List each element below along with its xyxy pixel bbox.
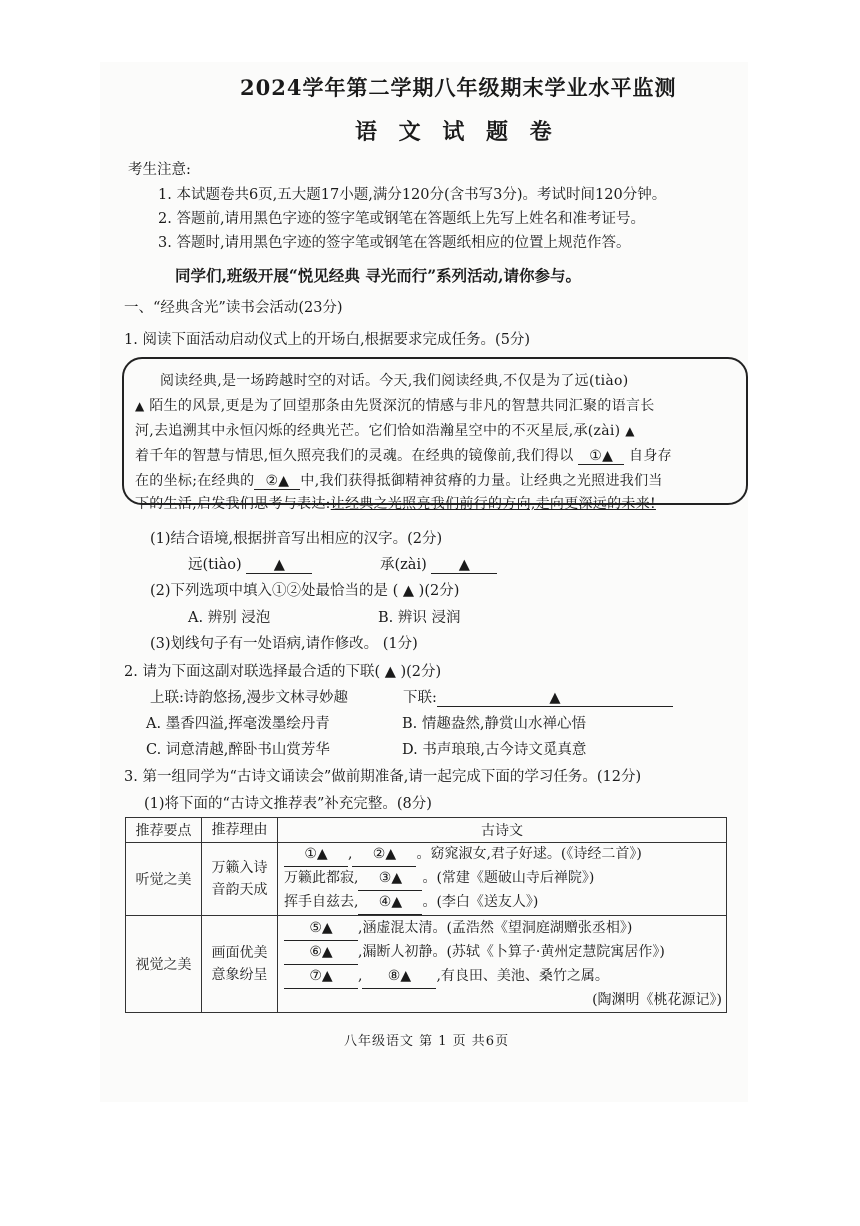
poem-text: 万籁此都寂, bbox=[284, 870, 359, 886]
option-b: B. 辨识 浸润 bbox=[378, 610, 461, 626]
answer-blank-3: ③▲ bbox=[358, 867, 422, 891]
question-1-sub2: (2)下列选项中填入①②处最恰当的是 ( ▲ )(2分) bbox=[150, 583, 460, 599]
notice-item: 3. 答题时,请用黑色字迹的签字笔或钢笔在答题纸相应的位置上规范作答。 bbox=[158, 235, 631, 251]
notice-heading: 考生注意: bbox=[128, 162, 191, 178]
option-a: A. 墨香四溢,挥毫泼墨绘丹青 bbox=[146, 716, 330, 732]
question-3-stem: 3. 第一组同学为“古诗文诵读会”做前期准备,请一起完成下面的学习任务。(12分) bbox=[124, 769, 642, 785]
table-row bbox=[126, 843, 727, 916]
section-heading: 一、“经典含光”读书会活动(23分) bbox=[124, 300, 343, 316]
reason-line: 画面优美 bbox=[211, 945, 268, 961]
underlined-sentence: 让经典之光照亮我们前行的方向,走向更深远的未来! bbox=[330, 496, 656, 512]
poem-source: (陶渊明《桃花源记》) bbox=[592, 991, 722, 1008]
exam-subtitle: 语 文 试 题 卷 bbox=[355, 119, 559, 145]
exam-title: 2024学年第二学期八年级期末学业水平监测 bbox=[240, 75, 677, 100]
poem-line: ①▲ , ②▲ 。窈窕淑女,君子好逑。(《诗经二首》) bbox=[284, 843, 726, 867]
option-d: D. 书声琅琅,古今诗文觅真意 bbox=[402, 742, 587, 758]
option-c: C. 词意清越,醉卧书山赏芳华 bbox=[146, 742, 330, 758]
poem-text: 。窈窕淑女,君子好逑。(《诗经二首》) bbox=[416, 846, 642, 862]
table-header: 推荐理由 bbox=[202, 818, 278, 843]
reason-line: 音韵天成 bbox=[211, 882, 268, 898]
passage-line bbox=[135, 470, 663, 490]
activity-slogan: 同学们,班级开展“悦见经典 寻光而行”系列活动,请你参与。 bbox=[175, 266, 582, 285]
couplet-lower-label: 下联: bbox=[403, 690, 437, 706]
poem-text: ,涵虚混太清。(孟浩然《望洞庭湖赠张丞相》) bbox=[358, 919, 633, 936]
poem-recommendation-table bbox=[125, 817, 727, 1013]
table-header: 推荐要点 bbox=[126, 818, 202, 843]
answer-blank-6: ⑥▲ bbox=[284, 941, 358, 965]
passage-line-text: 在的坐标;在经典的 bbox=[135, 473, 255, 489]
answer-blank-1: ①▲ bbox=[284, 843, 348, 867]
passage-line bbox=[135, 493, 656, 513]
answer-blank-5: ⑤▲ bbox=[284, 917, 358, 941]
pinyin-item-tiao bbox=[188, 553, 312, 574]
table-cell-point: 听觉之美 bbox=[126, 843, 202, 916]
pinyin-label: 承(zài) bbox=[380, 557, 427, 573]
passage-line-text: 河,去追溯其中永恒闪烁的经典光芒。它们恰如浩瀚星空中的不灭星辰,承(zài) bbox=[135, 423, 621, 439]
poem-line bbox=[284, 891, 726, 915]
answer-blank: ▲ bbox=[431, 557, 497, 574]
table-header: 古诗文 bbox=[278, 818, 727, 843]
passage-line bbox=[135, 395, 655, 415]
answer-blank-2: ②▲ bbox=[352, 843, 416, 867]
question-2-stem: 2. 请为下面这副对联选择最合适的下联( ▲ )(2分) bbox=[124, 664, 442, 680]
table-cell-reason bbox=[202, 916, 278, 1013]
passage-line-text: 着千年的智慧与情思,恒久照亮我们的灵魂。在经典的镜像前,我们得以 bbox=[135, 448, 574, 464]
passage-line-text: 陌生的风景,更是为了回望那条由先贤深沉的情感与非凡的智慧共同汇聚的语言长 bbox=[149, 398, 655, 414]
poem-text: ,漏断人初静。(苏轼《卜算子·黄州定慧院寓居作》) bbox=[358, 943, 665, 960]
answer-blank-7: ⑦▲ bbox=[284, 965, 358, 989]
poem-line bbox=[284, 941, 726, 965]
table-cell-poems bbox=[278, 916, 727, 1013]
answer-blank: ▲ bbox=[437, 690, 673, 707]
question-1-sub3: (3)划线句子有一处语病,请作修改。 (1分) bbox=[150, 636, 418, 652]
poem-text: 挥手自兹去, bbox=[284, 894, 359, 910]
passage-line-text: 中,我们获得抵御精神贫瘠的力量。让经典之光照进我们当 bbox=[300, 473, 663, 489]
pinyin-label: 远(tiào) bbox=[188, 557, 242, 573]
passage-line bbox=[135, 445, 672, 465]
option-b: B. 情趣盎然,静赏山水禅心悟 bbox=[402, 716, 586, 732]
poem-line bbox=[284, 867, 726, 891]
notice-item: 2. 答题前,请用黑色字迹的签字笔或钢笔在答题纸上先写上姓名和准考证号。 bbox=[158, 211, 646, 227]
passage-line: 阅读经典,是一场跨越时空的对话。今天,我们阅读经典,不仅是为了远(tiào) bbox=[160, 373, 629, 389]
answer-blank-mark: ▲ bbox=[135, 399, 145, 413]
table-header-row bbox=[126, 818, 727, 843]
reason-line: 万籁入诗 bbox=[211, 860, 268, 876]
page-footer: 八年级语文 第 1 页 共6页 bbox=[344, 1034, 510, 1049]
passage-line-text: 下的生活,启发我们思考与表达: bbox=[135, 496, 331, 512]
poem-line: ⑦▲ , ⑧▲ ,有良田、美池、桑竹之属。 bbox=[284, 965, 726, 989]
question-1-sub1: (1)结合语境,根据拼音写出相应的汉字。(2分) bbox=[150, 531, 443, 547]
passage-line bbox=[135, 420, 635, 440]
table-cell-poems bbox=[278, 843, 727, 916]
answer-blank-2: ②▲ bbox=[254, 473, 300, 490]
couplet-lower bbox=[403, 686, 673, 707]
table-cell-point: 视觉之美 bbox=[126, 916, 202, 1013]
poem-text: 。(李白《送友人》) bbox=[422, 894, 539, 910]
option-a: A. 辨别 浸泡 bbox=[188, 610, 271, 626]
reason-line: 意象纷呈 bbox=[211, 967, 268, 983]
poem-text: 。(常建《题破山寺后禅院》) bbox=[422, 870, 595, 886]
table-row bbox=[126, 916, 727, 1013]
question-1-stem: 1. 阅读下面活动启动仪式上的开场白,根据要求完成任务。(5分) bbox=[124, 332, 531, 348]
answer-blank-1: ①▲ bbox=[578, 448, 624, 465]
pinyin-item-zai bbox=[380, 553, 497, 574]
table-cell-reason bbox=[202, 843, 278, 916]
passage-line-text: 自身存 bbox=[629, 448, 672, 464]
answer-blank-mark: ▲ bbox=[625, 424, 635, 438]
answer-blank: ▲ bbox=[246, 557, 312, 574]
notice-item: 1. 本试题卷共6页,五大题17小题,满分120分(含书写3分)。考试时间120分钟。 bbox=[158, 187, 667, 203]
answer-blank-8: ⑧▲ bbox=[362, 965, 436, 989]
poem-text: ,有良田、美池、桑竹之属。 bbox=[436, 967, 609, 984]
answer-blank-4: ④▲ bbox=[358, 891, 422, 915]
poem-line bbox=[284, 917, 726, 941]
couplet-upper: 上联:诗韵悠扬,漫步文林寻妙趣 bbox=[150, 690, 348, 706]
question-3-sub1: (1)将下面的“古诗文推荐表”补充完整。(8分) bbox=[144, 796, 432, 812]
